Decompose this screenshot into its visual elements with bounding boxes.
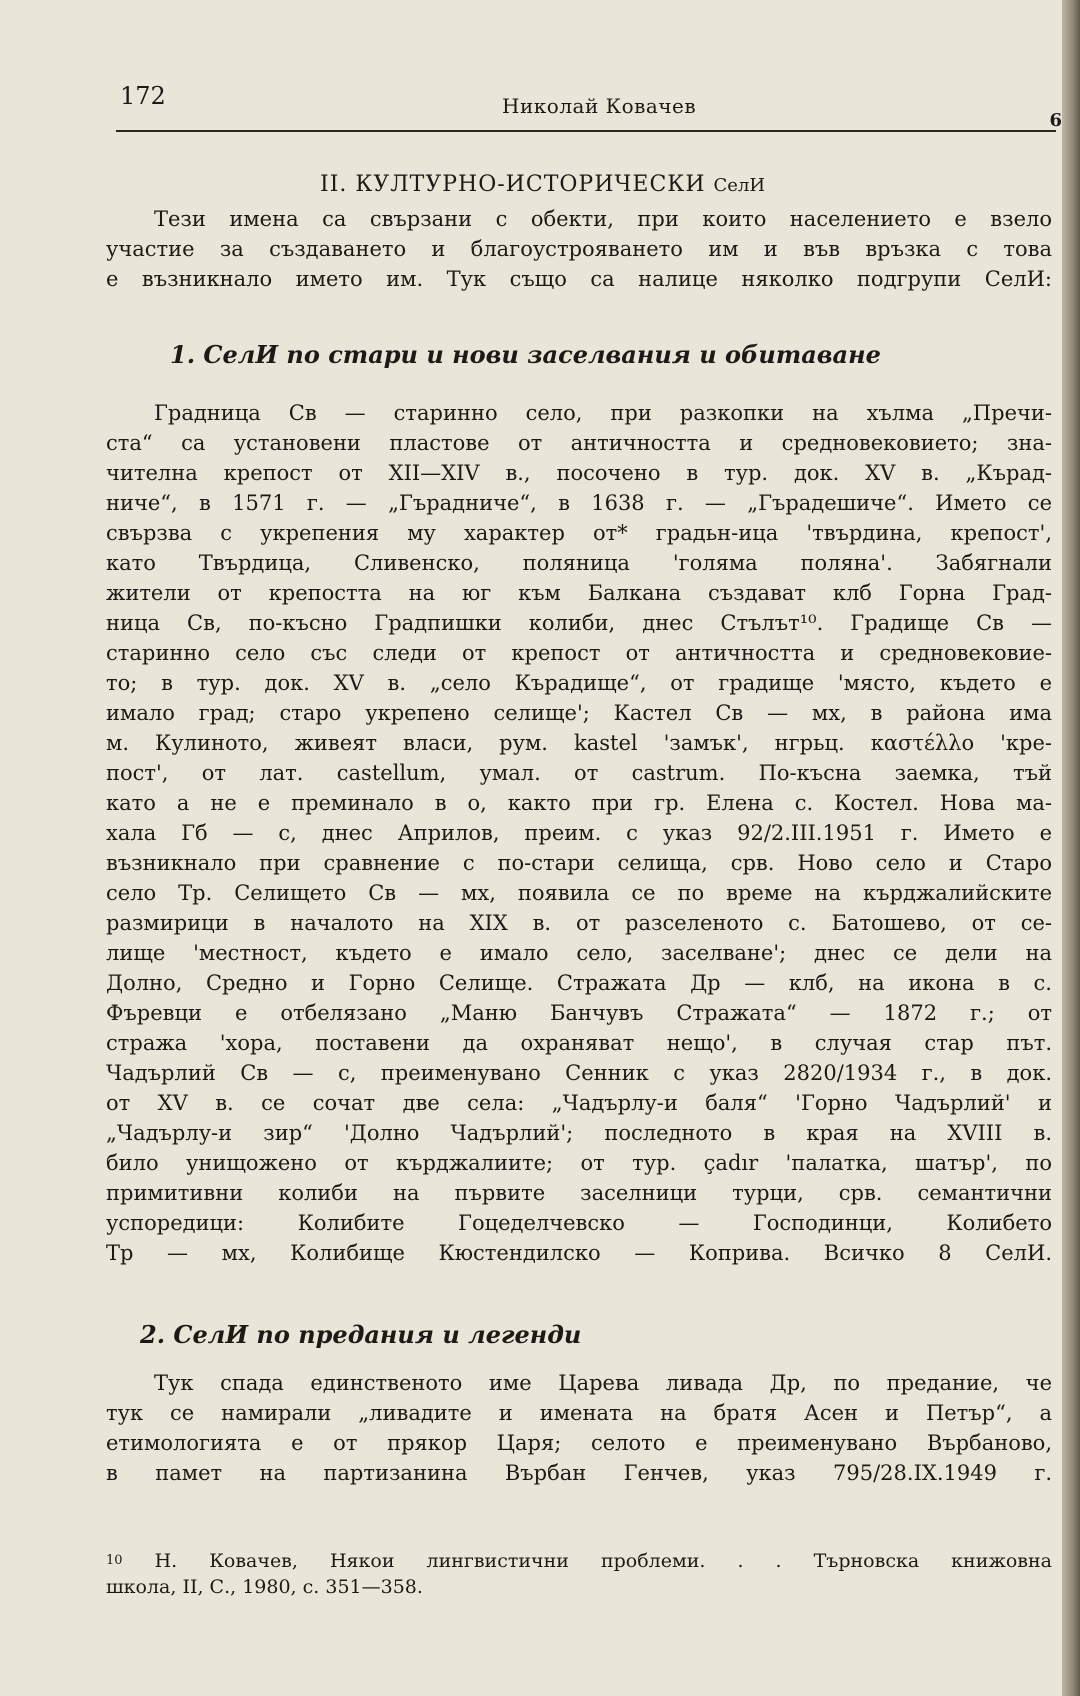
- text-line: то; в тур. док. XV в. „село Кърадище“, от градище 'място, където е: [106, 671, 1052, 695]
- text-line: Градница Св — старинно село, при разкопки на хълма „Пречи-: [154, 401, 1052, 425]
- text-line: примитивни колиби на първите заселници турци, срв. семантични: [106, 1181, 1052, 1205]
- section-title-text: II. КУЛТУРНО-ИСТОРИЧЕСКИ: [320, 172, 706, 197]
- text-line: пост', от лат. castellum, умал. от castrum. По-късна заемка, тъй: [106, 761, 1052, 785]
- text-line: от XV в. се сочат две села: „Чадърлу-и баля“ 'Горно Чадърлий' и: [106, 1091, 1052, 1115]
- text-line: м. Кулиното, живеят власи, рум. kastel 'замък', нгрьц. καστέλλο 'кре-: [106, 731, 1052, 755]
- text-line: възникнало при сравнение с по-стари селища, срв. Ново село и Старо: [106, 851, 1052, 875]
- section-title-suffix: СелИ: [713, 175, 766, 196]
- page-header: [116, 80, 1062, 132]
- footnote-marker: 10: [106, 1553, 123, 1568]
- intro-paragraph: [106, 204, 1052, 294]
- text-line: Долно, Средно и Горно Селище. Стражата Др — клб, на икона в с.: [106, 971, 1052, 995]
- text-line: като а не е преминало в о, както при гр. Елена с. Костел. Нова ма-: [106, 791, 1052, 815]
- text-line: ница Св, по-късно Градпишки колиби, днес Стълът¹⁰. Градище Св —: [106, 611, 1052, 635]
- text-line: стража 'хора, поставени да охраняват нещо', в случая стар път.: [106, 1031, 1052, 1055]
- text-line: село Тр. Селището Св — мх, появила се по време на кърджалийските: [106, 881, 1052, 905]
- text-line: ста“ са установени пластове от античността и средновековието; зна-: [106, 431, 1052, 455]
- text-line: старинно село със следи от крепост от античността и средновековие-: [106, 641, 1052, 665]
- text-line: „Чадърлу-и зир“ 'Долно Чадърлий'; последното в края на XVIII в.: [106, 1121, 1052, 1145]
- text-line: чителна крепост от XII—XIV в., посочено в тур. док. XV в. „Кърад-: [106, 461, 1052, 485]
- subsection-2-body: [106, 1368, 1052, 1488]
- text-line: успоредици: Колибите Гоцеделчевско — Господинци, Колибето: [106, 1211, 1052, 1235]
- text-line: размирици в началото на XIX в. от разселеното с. Батошево, от се-: [106, 911, 1052, 935]
- text-line: жители от крепостта на юг към Балкана създават клб Горна Град-: [106, 581, 1052, 605]
- text-line: Тези имена са свързани с обекти, при които населението е взело: [154, 207, 1052, 231]
- text-line: Тук спада единственото име Царева ливада Др, по предание, че: [154, 1371, 1052, 1395]
- text-line: било унищожено от кърджалиите; от тур. çadır 'палатка, шатър', по: [106, 1151, 1052, 1175]
- footnote: [106, 1548, 1052, 1600]
- text-line: като Твърдица, Сливенско, поляница 'голяма поляна'. Забягнали: [106, 551, 1052, 575]
- edge-mark: 6: [1049, 110, 1062, 131]
- footnote-text: Н. Ковачев, Някои лингвистични проблеми. . . Търновска книжовна: [154, 1550, 1052, 1572]
- subsection-1-body: [106, 398, 1052, 1268]
- text-line: хала Гб — с, днес Априлов, преим. с указ 92/2.III.1951 г. Името е: [106, 821, 1052, 845]
- text-line: етимологията е от прякор Царя; селото е преименувано Върбаново,: [106, 1431, 1052, 1455]
- page-number: 172: [120, 82, 166, 110]
- subsection-1-heading: 1. СелИ по стари и нови заселвания и обитаване: [170, 340, 881, 369]
- text-line: Тр — мх, Колибище Кюстендилско — Коприва. Всичко 8 СелИ.: [106, 1241, 1052, 1265]
- text-line: участие за създаването и благоустрояването им и във връзка с това: [106, 237, 1052, 261]
- text-line: имало град; старо укрепено селище'; Кастел Св — мх, в района има: [106, 701, 1052, 725]
- text-line: ниче“, в 1571 г. — „Гърадниче“, в 1638 г. — „Гърадешиче“. Името се: [106, 491, 1052, 515]
- section-title: [320, 172, 1020, 197]
- text-line: тук се намирали „ливадите и имената на братя Асен и Петър“, а: [106, 1401, 1052, 1425]
- text-line: е възникнало името им. Тук също са налице няколко подгрупи СелИ:: [106, 267, 1052, 291]
- text-line: лище 'местност, където е имало село, заселване'; днес се дели на: [106, 941, 1052, 965]
- running-head: Николай Ковачев: [502, 94, 697, 118]
- text-line: свързва с укрепения му характер от* градьн-ица 'твърдина, крепост',: [106, 521, 1052, 545]
- text-line: Фъревци е отбелязано „Маню Банчувъ Стражата“ — 1872 г.; от: [106, 1001, 1052, 1025]
- text-line: Чадърлий Св — с, преименувано Сенник с указ 2820/1934 г., в док.: [106, 1061, 1052, 1085]
- text-line: в памет на партизанина Върбан Генчев, указ 795/28.IX.1949 г.: [106, 1461, 1052, 1485]
- subsection-2-heading: 2. СелИ по предания и легенди: [140, 1320, 582, 1349]
- footnote-line: [106, 1548, 1052, 1574]
- book-spine-shadow: [1062, 0, 1080, 1696]
- footnote-line: школа, II, С., 1980, с. 351—358.: [106, 1576, 423, 1598]
